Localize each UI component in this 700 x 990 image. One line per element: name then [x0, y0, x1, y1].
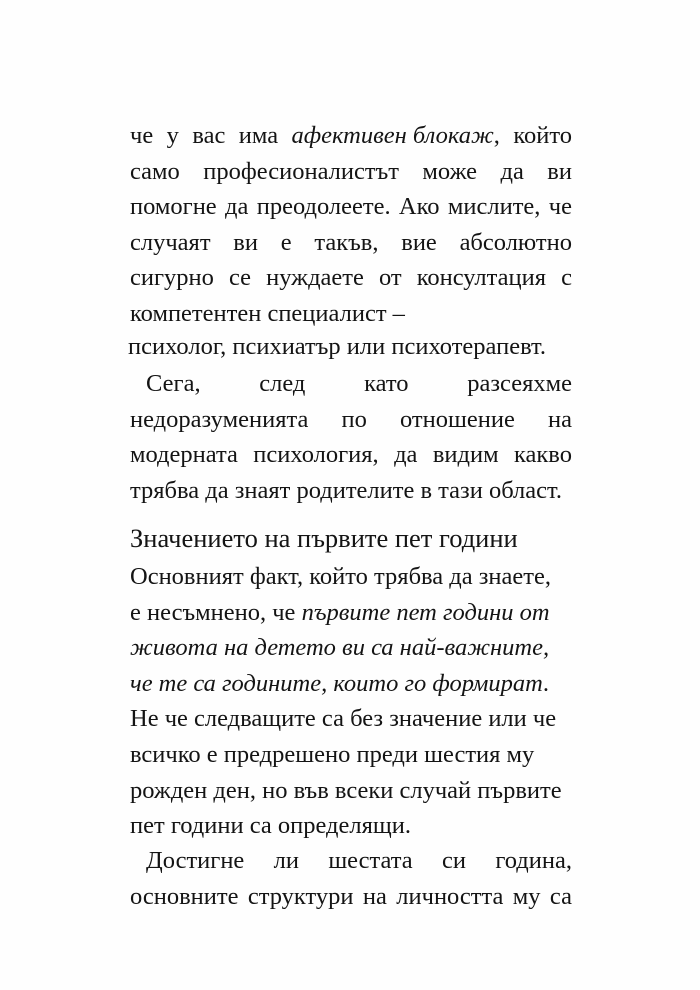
text-line — [130, 402, 572, 438]
text-line — [130, 154, 572, 190]
word: че — [548, 193, 572, 221]
italic-emphasis: първите пет години от — [301, 598, 550, 626]
word: на — [547, 405, 572, 433]
word: да — [394, 441, 418, 469]
text-line — [130, 118, 572, 154]
text-line — [130, 189, 572, 225]
word: сигурно — [130, 264, 214, 292]
word: ви — [233, 228, 258, 256]
word: помогне — [130, 193, 217, 221]
word: личността — [396, 882, 504, 910]
word: по — [341, 405, 367, 433]
word: вие — [401, 228, 437, 256]
word: консултация — [416, 264, 547, 292]
word: се — [228, 264, 252, 292]
word: като — [364, 370, 409, 397]
text-line: пет години са определящи. — [130, 812, 411, 840]
word: структури — [247, 882, 354, 910]
word: видим — [432, 441, 499, 469]
word: какво — [513, 441, 572, 469]
text-line — [130, 595, 580, 631]
paragraph-affective-block — [130, 118, 572, 332]
word: абсолютно — [459, 228, 572, 256]
word: е — [280, 228, 292, 256]
text-line: трябва да знаят родителите в тази област. — [130, 476, 563, 504]
text-segment: е несъмнено, че — [130, 598, 302, 626]
word: след — [259, 370, 306, 397]
word: може — [422, 157, 478, 185]
word: такъв, — [314, 228, 379, 256]
word: да — [500, 157, 524, 185]
word: му — [512, 882, 541, 910]
word: има — [238, 122, 279, 149]
section-heading: Значението на първите пет години — [130, 523, 518, 553]
word: година, — [495, 847, 572, 874]
word: разсеяхме — [467, 370, 572, 397]
text-line — [130, 843, 572, 879]
word: у — [166, 122, 179, 149]
text-line: Не че следващите са без значение или че — [130, 705, 557, 733]
word-group — [292, 118, 500, 154]
word: на — [362, 882, 387, 910]
word: нуждаете — [266, 264, 364, 292]
word: недоразуменията — [130, 405, 309, 433]
word: отношение — [400, 405, 515, 433]
word: да — [225, 193, 249, 221]
word: Ако — [398, 193, 440, 221]
text-line — [130, 366, 572, 402]
word: случаят — [130, 228, 211, 256]
word: са — [549, 882, 572, 910]
text-line — [130, 225, 572, 261]
paragraph-sixth-year — [130, 843, 572, 914]
italic-emphasis-line: живота на детето ви са най-важните, — [130, 634, 550, 662]
word: само — [130, 157, 180, 185]
text-segment: . — [542, 669, 549, 697]
paragraph-misunderstandings — [130, 366, 572, 508]
word: с — [561, 264, 572, 292]
word: мислите, — [447, 193, 541, 221]
word: си — [442, 847, 466, 874]
italic-term: афективен блокаж — [291, 122, 494, 149]
text-line: Основният факт, който трябва да знаете, — [130, 563, 551, 590]
italic-emphasis: че те са годините, които го формират — [130, 669, 543, 697]
word: , — [493, 122, 500, 149]
word: модерната — [130, 441, 238, 469]
word: шестата — [328, 847, 413, 874]
word: ви — [547, 157, 572, 185]
word: вас — [192, 122, 226, 149]
word: Достигне — [146, 847, 245, 874]
text-line: рожден ден, но във всеки случай първите — [130, 776, 562, 804]
word: преодолеете. — [256, 193, 391, 221]
text-line — [130, 437, 572, 473]
word: Сега, — [146, 370, 201, 397]
paragraph-specialists — [128, 329, 570, 365]
word: че — [130, 122, 154, 149]
text-line — [130, 879, 572, 915]
word: професионалистът — [203, 157, 399, 185]
text-line: компетентен специалист – — [130, 299, 405, 327]
text-line: всичко е предрешено преди шестия му — [130, 740, 535, 768]
text-line — [130, 260, 572, 296]
text-line — [130, 666, 580, 702]
word: който — [513, 122, 572, 149]
word: психология, — [253, 441, 379, 469]
paragraph-first-five-years — [130, 559, 580, 844]
word: от — [378, 264, 402, 292]
word: ли — [273, 847, 299, 874]
word: основните — [130, 882, 239, 910]
text-line: психолог, психиатър или психотерапевт. — [128, 333, 547, 360]
